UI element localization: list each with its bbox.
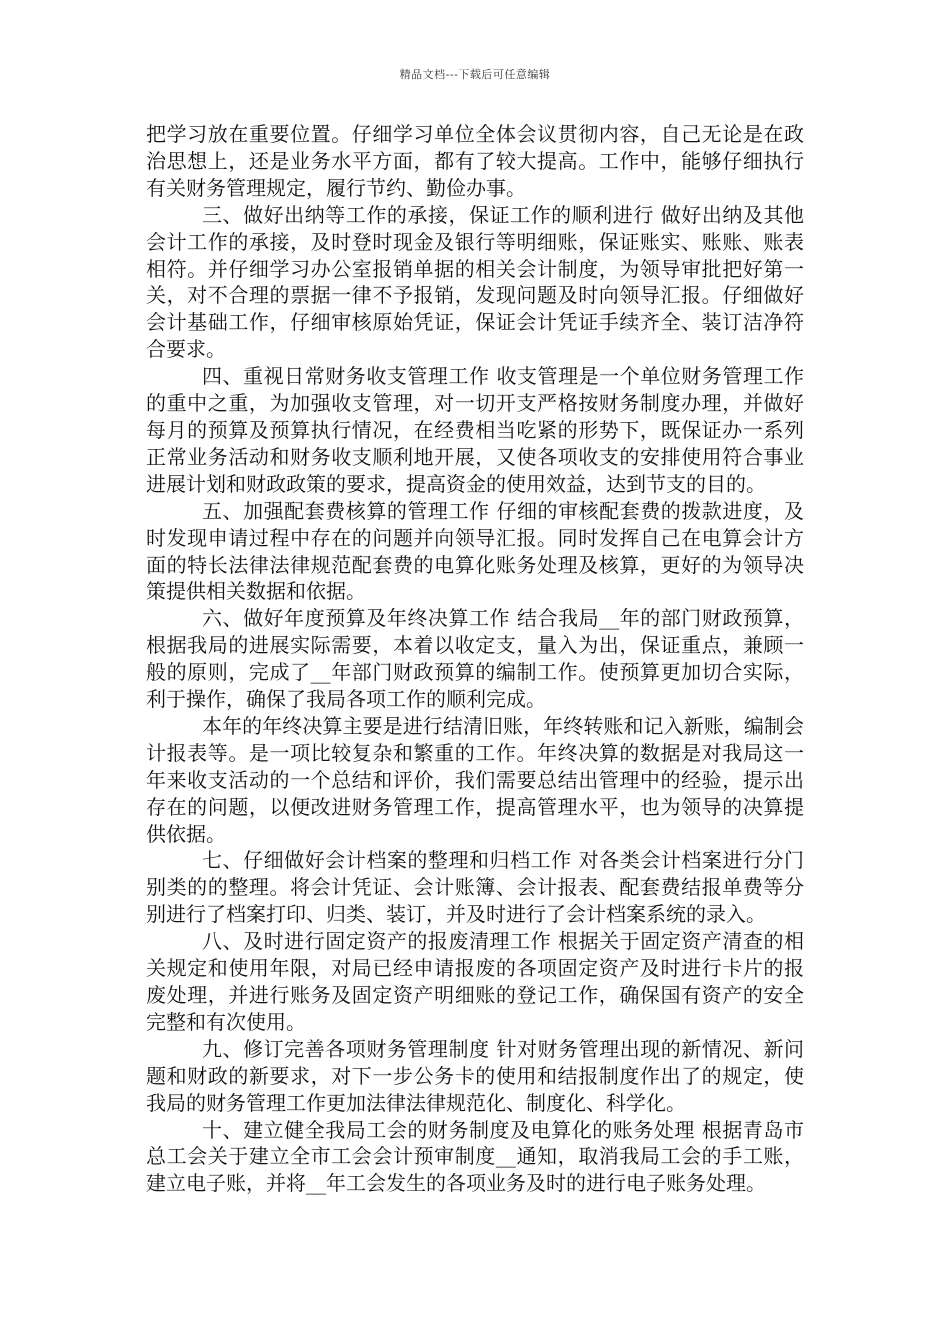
page-header: 精品文档---下载后可任意编辑 xyxy=(399,68,551,81)
paragraph-section-8: 八、及时进行固定资产的报废清理工作 根据关于固定资产清查的相关规定和使用年限，对局已经申请报废的各项固定资产及时进行卡片的报废处理，并进行账务及固定资产明细账的登记工作，确保国有资产的安全完整和有次使用。 xyxy=(146,929,804,1034)
paragraph-section-9: 九、修订完善各项财务管理制度 针对财务管理出现的新情况、新问题和财政的新要求，对下一步公务卡的使用和结报制度作出了的规定，使我局的财务管理工作更加法律法律规范化、制度化、科学化。 xyxy=(146,1036,804,1115)
document-body xyxy=(146,121,804,1197)
paragraph-section-5: 五、加强配套费核算的管理工作 仔细的审核配套费的拨款进度，及时发现申请过程中存在的问题并向领导汇报。同时发挥自己在电算会计方面的特长法律法律规范配套费的电算化账务处理及核算，更好的为领导决策提供相关数据和依据。 xyxy=(146,498,804,604)
paragraph-section-4: 四、重视日常财务收支管理工作 收支管理是一个单位财务管理工作的重中之重，为加强收支管理，对一切开支严格按财务制度办理，并做好每月的预算及预算执行情况，在经费相当吃紧的形势下，既保证办一系列正常业务活动和财务收支顺利地开展，又使各项收支的安排使用符合事业进展计划和财政政策的要求，提高资金的使用效益，达到节支的目的。 xyxy=(146,364,804,496)
paragraph-section-6: 六、做好年度预算及年终决算工作 结合我局__年的部门财政预算，根据我局的进展实际需要，本着以收定支，量入为出，保证重点，兼顾一般的原则，完成了__年部门财政预算的编制工作。使预算更加切合实际，利于操作，确保了我局各项工作的顺利完成。 xyxy=(146,606,804,712)
paragraph-continuation: 把学习放在重要位置。仔细学习单位全体会议贯彻内容，自己无论是在政治思想上，还是业务水平方面，都有了较大提高。工作中，能够仔细执行有关财务管理规定，履行节约、勤俭办事。 xyxy=(146,122,804,200)
paragraph-year-end-settlement: 本年的年终决算主要是进行结清旧账，年终转账和记入新账，编制会计报表等。是一项比较复杂和繁重的工作。年终决算的数据是对我局这一年来收支活动的一个总结和评价，我们需要总结出管理中的经验，提示出存在的问题，以便改进财务管理工作，提高管理水平，也为领导的决算提供依据。 xyxy=(146,713,804,846)
paragraph-section-3: 三、做好出纳等工作的承接，保证工作的顺利进行 做好出纳及其他会计工作的承接，及时登时现金及银行等明细账，保证账实、账账、账表相符。并仔细学习办公室报销单据的相关会计制度，为领导审批把好第一关，对不合理的票据一律不予报销，发现问题及时向领导汇报。仔细做好会计基础工作，仔细审核原始凭证，保证会计凭证手续齐全、装订洁净符合要求。 xyxy=(146,202,804,362)
paragraph-section-7: 七、仔细做好会计档案的整理和归档工作 对各类会计档案进行分门别类的的整理。将会计凭证、会计账簿、会计报表、配套费结报单费等分别进行了档案打印、归类、装订，并及时进行了会计档案系统的录入。 xyxy=(146,848,804,927)
paragraph-section-10: 十、建立健全我局工会的财务制度及电算化的账务处理 根据青岛市总工会关于建立全市工会会计预审制度__通知，取消我局工会的手工账，建立电子账，并将__年工会发生的各项业务及时的进行电子账务处理。 xyxy=(146,1117,804,1196)
